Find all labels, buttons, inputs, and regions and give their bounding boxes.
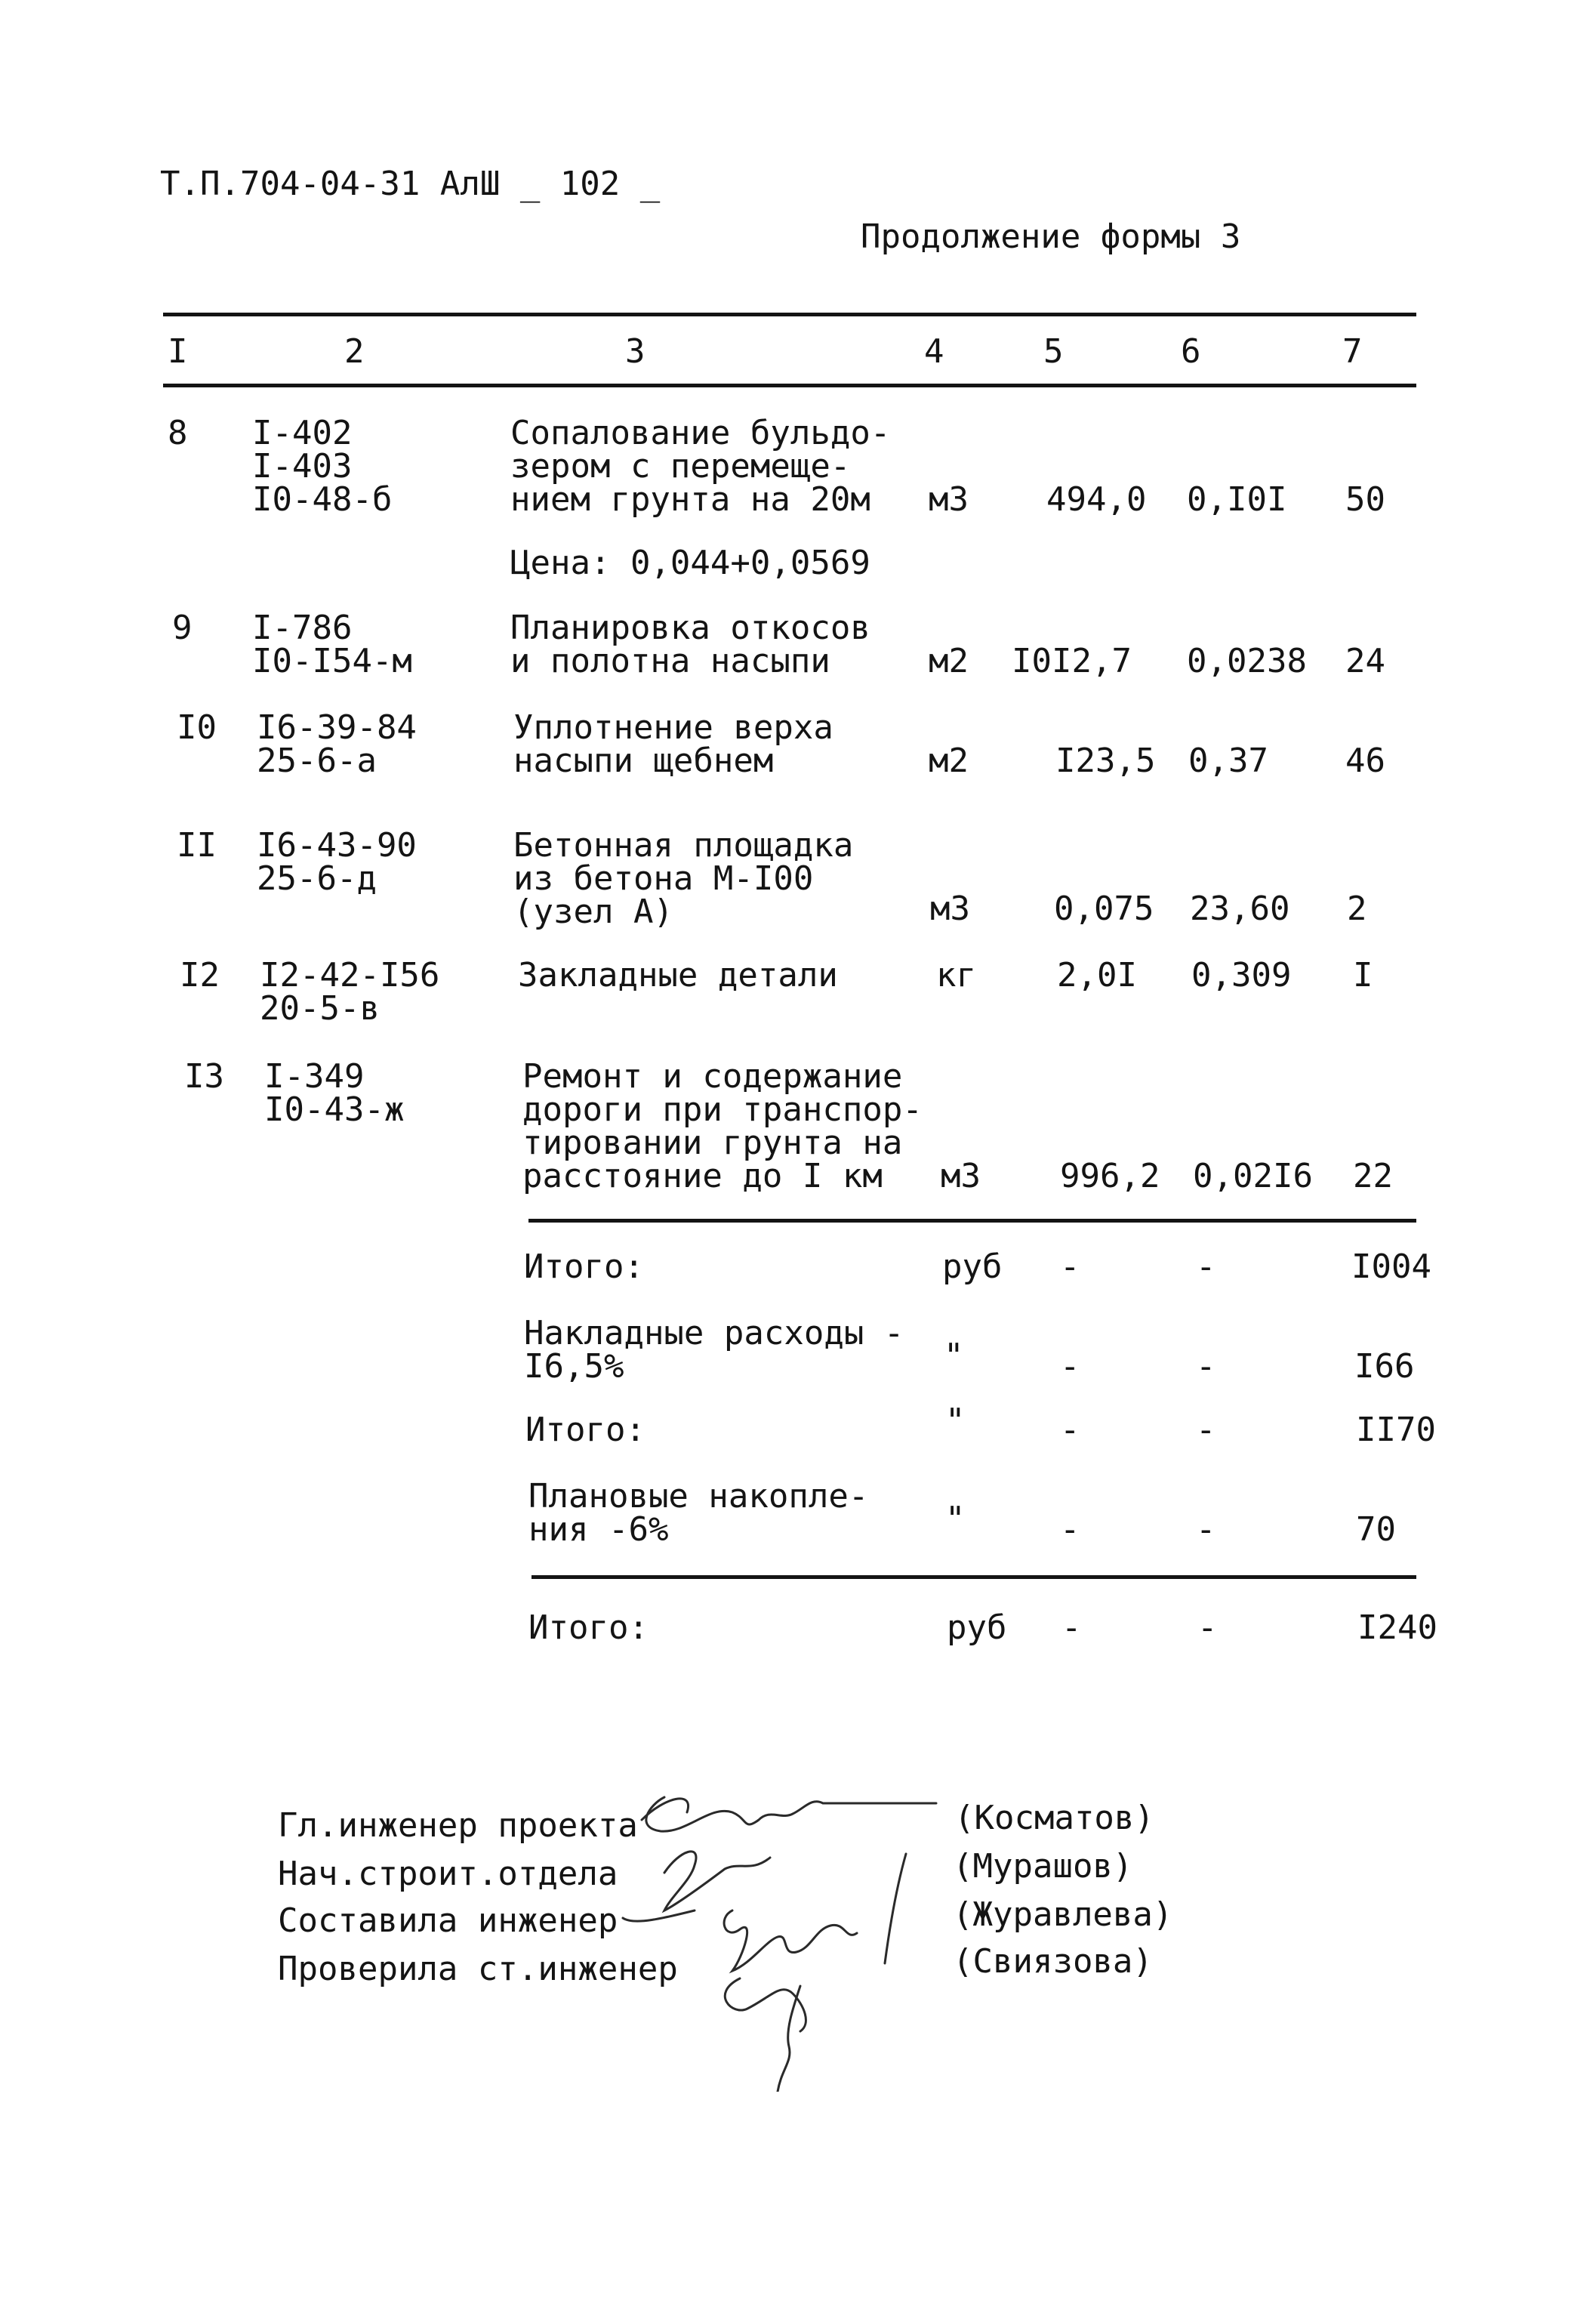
row-number: I0 [177,708,217,747]
total-label: Итого: [524,1247,644,1286]
signature-role: Проверила ст.инженер [278,1950,678,1988]
document-code: Т.П.704-04-31 АлШ _ 102 _ [160,165,661,203]
total-dash: - [1060,1411,1080,1449]
norm-codes: I-786 I0-I54-м [252,609,412,680]
norm-codes: I-349 I0-43-ж [264,1057,405,1129]
total-unit: " [945,1402,966,1440]
signature-mark [642,1799,689,1820]
total-dash: - [1061,1608,1082,1647]
total-cost: 22 [1353,1157,1393,1195]
signature-mark [778,1986,800,2092]
total-dash: - [1060,1247,1080,1286]
total-dash: - [1196,1510,1216,1549]
total-value: I66 [1354,1347,1415,1386]
total-dash: - [1060,1510,1080,1549]
column-number: 6 [1181,332,1201,371]
unit-price: 0,02I6 [1193,1157,1313,1195]
unit: м2 [929,742,969,780]
total-cost: 2 [1347,890,1367,928]
total-value: 70 [1356,1510,1396,1549]
signature-role: Составила инженер [278,1901,618,1940]
total-label: Итого: [525,1411,645,1449]
unit-price: 0,I0I [1187,480,1287,519]
signature-role: Нач.строит.отдела [278,1855,618,1893]
norm-codes: I6-43-90 25-6-д [257,826,417,898]
totals-rule [528,1219,1416,1223]
total-dash: - [1196,1347,1216,1386]
row-number: II [177,826,217,865]
signature-mark [623,1910,695,1921]
unit: м3 [929,480,969,519]
work-description: Бетонная площадка из бетона М-I00 (узел А) [513,826,854,931]
unit: м3 [941,1157,981,1195]
unit: м2 [929,642,969,680]
quantity: I23,5 [1055,742,1156,780]
column-number: 3 [625,332,645,371]
norm-codes: I2-42-I56 20-5-в [260,956,440,1028]
column-number: 7 [1342,332,1363,371]
quantity: 2,0I [1057,956,1137,995]
work-description: Закладные детали [518,956,838,995]
price-note: Цена: 0,044+0,0569 [510,544,870,582]
quantity: I0I2,7 [1012,642,1132,680]
total-dash: - [1197,1608,1218,1647]
quantity: 996,2 [1060,1157,1160,1195]
table-header-rule [163,384,1416,387]
signature-name: (Журавлева) [953,1895,1173,1934]
total-unit: руб [947,1608,1007,1647]
column-number: 2 [344,332,365,371]
signature-name: (Мурашов) [953,1847,1133,1886]
unit-price: 0,309 [1191,956,1292,995]
total-cost: 46 [1345,742,1385,780]
signature-name: (Косматов) [954,1799,1154,1837]
total-dash: - [1196,1411,1216,1449]
total-unit: " [944,1337,964,1375]
signature-mark [646,1797,936,1831]
norm-codes: I-402 I-403 I0-48-б [252,414,393,519]
row-number: 9 [172,609,193,647]
column-number: I [168,332,188,371]
unit: кг [936,956,976,995]
grand-total-label: Итого: [528,1608,649,1647]
form-continuation-title: Продолжение формы 3 [861,217,1241,256]
overhead-label: Накладные расходы - I6,5% [524,1314,904,1386]
unit-price: 0,0238 [1187,642,1307,680]
grand-total-rule [531,1575,1416,1579]
work-description: Ремонт и содержание дороги при транспор- тировании грунта на расстояние до I км [522,1057,923,1195]
total-value: I004 [1351,1247,1431,1286]
norm-codes: I6-39-84 25-6-а [257,708,417,780]
total-value: II70 [1356,1411,1436,1449]
handwritten-signatures [619,1767,966,2092]
total-unit: руб [942,1247,1003,1286]
unit-price: 0,37 [1188,742,1268,780]
row-number: I2 [180,956,220,995]
quantity: 0,075 [1054,890,1154,928]
work-description: Планировка откосов и полотна насыпи [510,609,870,680]
total-dash: - [1196,1247,1216,1286]
unit: м3 [930,890,970,928]
work-description: Сопалование бульдо- зером с перемеще- нием грунта на 20м [510,414,891,519]
total-cost: I [1353,956,1373,995]
column-number: 5 [1043,332,1064,371]
signature-mark [664,1852,770,1910]
signature-mark [724,1910,857,1971]
column-number: 4 [924,332,944,371]
signature-name: (Свиязова) [953,1942,1153,1981]
table-top-rule [163,313,1416,316]
quantity: 494,0 [1046,480,1147,519]
work-description: Уплотнение верха насыпи щебнем [513,708,833,780]
signature-role: Гл.инженер проекта [278,1806,638,1845]
unit-price: 23,60 [1190,890,1290,928]
row-number: 8 [168,414,188,452]
planned-savings-label: Плановые накопле- ния -6% [528,1477,869,1549]
total-dash: - [1060,1347,1080,1386]
total-cost: 24 [1345,642,1385,680]
total-unit: " [945,1500,966,1538]
total-cost: 50 [1345,480,1385,519]
row-number: I3 [184,1057,224,1096]
grand-total-value: I240 [1357,1608,1437,1647]
signature-mark [885,1854,906,1963]
